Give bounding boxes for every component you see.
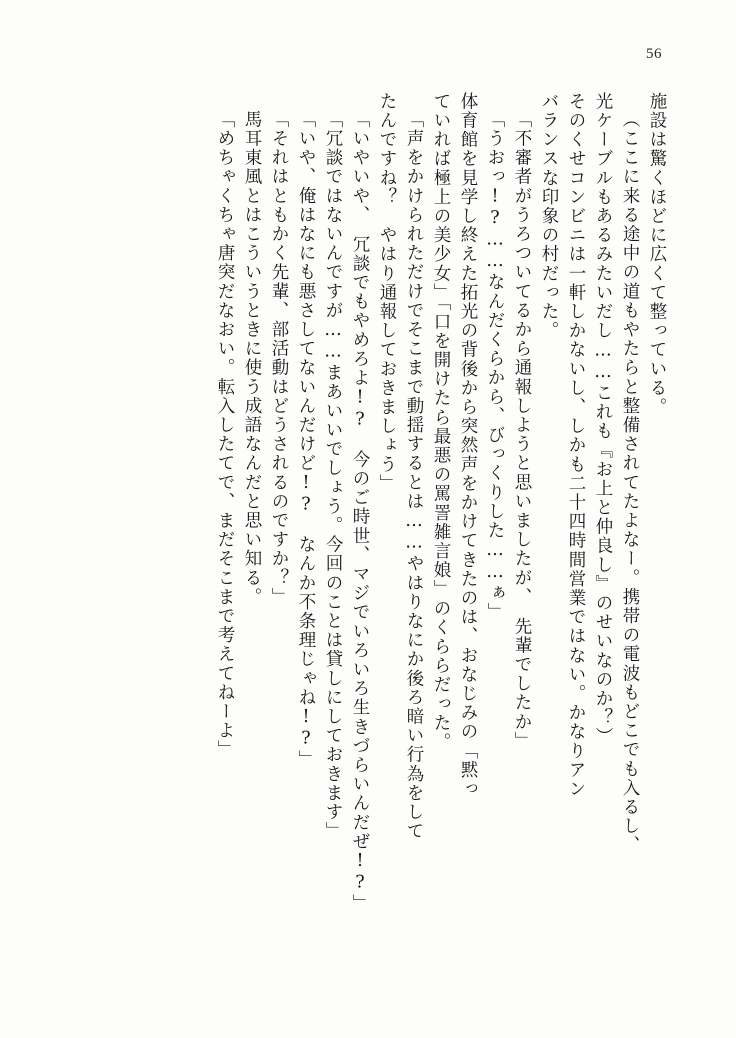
text-line: 「うおっ!?……なんだくらから、びっくりした……ぁ」 [485, 110, 505, 622]
text-line: 「それはともかく先輩、部活動はどうされるのですか？」 [269, 110, 289, 607]
text-line: 光ケーブルもあるみたいだし……これも『お上と仲良し』のせいなのか？） [593, 92, 613, 747]
text-line: （ここに来る途中の道もやたらと整備されてたよなー。携帯の電波もどこでも入るし、 [620, 110, 640, 855]
text-line-with-ruby: 馬耳東風とはこういうときに使う成語なんだと思い知る。 [242, 110, 262, 607]
text-line: バランスな印象の村だった。 [539, 92, 559, 341]
body-text-block [96, 92, 670, 958]
text-line: 施設は驚くほどに広くて整っている。 [647, 92, 667, 417]
text-line: 「いや、俺はなにも悪さしてないんだけど!? なんか不条理じゃね!?」 [296, 110, 316, 770]
text-line: 体育館を見学し終えた拓光の背後から突然声をかけてきたのは、おなじみの「黙っ [458, 92, 478, 799]
text-line: そのくせコンビニは一軒しかないし、しかも二十四時間営業ではない。かなりアン [566, 92, 586, 799]
page-number: 56 [646, 46, 662, 62]
text-line: 「不審者がうろついてるから通報しようと思いましたが、 先輩でしたか」 [512, 110, 532, 751]
text-line: 「声をかけられただけでそこまで動揺するとは……やはりなにか後ろ暗い行為をして [404, 110, 424, 841]
text-line: 「冗談ではないんですが……まあいいでしょう。今回のことは貸しにしておきます」 [323, 110, 343, 841]
text-line: 「いやいや、 冗談でもやめろよ!? 今のご時世、マジでいろいろ生きづらいんだぜ!?」 [350, 110, 370, 914]
text-line: 「めちゃくちゃ唐突だなおい。転入したてで、まだそこまで考えてねーよ」 [215, 110, 235, 760]
text-line: たんですね？ やはり通報しておきましょう」 [377, 92, 397, 494]
text-line-with-ruby: ていれば極上の美少女」「口を開けたら最悪の罵詈雑言娘」のくららだった。 [431, 92, 451, 752]
